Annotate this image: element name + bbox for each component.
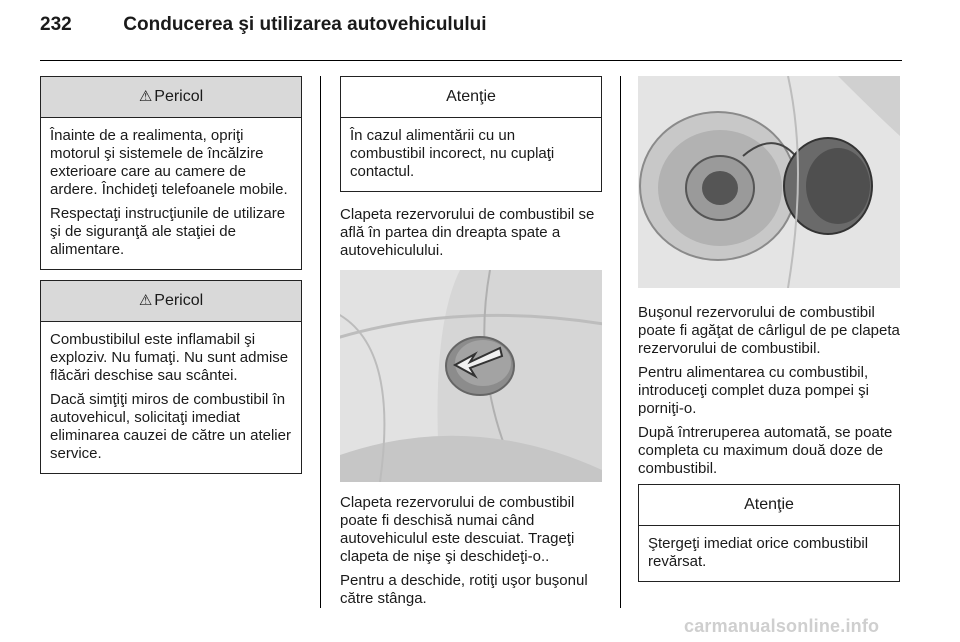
caution-box-1-text: În cazul alimentării cu un combustibil incorect, nu cuplaţi contactul.	[350, 127, 555, 180]
column-divider-1	[320, 76, 321, 608]
fuel-cap-rotate-text: Pentru a deschide, rotiţi uşor buşonul către stânga.	[340, 572, 588, 607]
fuel-flap-closed-image	[340, 270, 602, 482]
danger-box-2-title: Pericol	[154, 292, 204, 309]
fuel-flap-open-text: Clapeta rezervorului de combustibil poate fi deschisă numai când autovehiculul este descuiat. Trageţi clapeta de nişe şi deschideţi-o..	[340, 494, 575, 565]
danger-box-1	[40, 76, 302, 270]
caution-box-1-header	[341, 77, 601, 118]
column-1	[40, 76, 302, 484]
column-2	[340, 76, 602, 614]
header-rule	[40, 60, 902, 61]
caution-box-2	[638, 484, 900, 582]
watermark: carmanualsonline.info	[684, 616, 880, 636]
caution-box-1	[340, 76, 602, 192]
warning-triangle-icon: ⚠	[138, 88, 153, 105]
danger-box-1-text-1: Înainte de a realimenta, opriţi motorul şi sistemele de încălzire exterioare care au camere de ardere. Închideţi telefoanele mobile.	[50, 127, 288, 198]
refuel-nozzle-text: Pentru alimentarea cu combustibil, introduceţi complet duza pompei şi porniţi-o.	[638, 364, 869, 417]
fuel-cap-hung-image	[638, 76, 900, 288]
danger-box-2-text-1: Combustibilul este inflamabil şi exploziv. Nu fumaţi. Nu sunt admise flăcări deschise sau scântei.	[50, 331, 289, 384]
column-3	[638, 76, 900, 592]
page-number: 232	[40, 14, 72, 35]
danger-box-2-text-2: Dacă simţiţi miros de combustibil în autovehicul, solicitaţi imediat eliminarea cauzei de către un atelier service.	[50, 391, 291, 462]
danger-box-2	[40, 280, 302, 474]
danger-box-1-text-2: Respectaţi instrucţiunile de utilizare şi de siguranţă ale staţiei de alimentare.	[50, 205, 286, 258]
fuel-flap-location-text: Clapeta rezervorului de combustibil se află în partea din dreapta spate a autovehiculului.	[340, 206, 595, 259]
page-header	[40, 14, 486, 36]
danger-box-2-header	[41, 281, 301, 322]
danger-box-1-header	[41, 77, 301, 118]
page-title: Conducerea şi utilizarea autovehiculului	[123, 14, 487, 35]
caution-box-2-header	[639, 485, 899, 526]
caution-box-1-title: Atenţie	[446, 88, 496, 105]
column-divider-2	[620, 76, 621, 608]
caution-box-2-title: Atenţie	[744, 496, 794, 513]
auto-shutoff-text: După întreruperea automată, se poate completa cu maximum două doze de combustibil.	[638, 424, 893, 477]
caution-box-2-text: Ştergeţi imediat orice combustibil revărsat.	[648, 535, 869, 570]
warning-triangle-icon: ⚠	[138, 292, 153, 309]
fuel-cap-hook-text: Buşonul rezervorului de combustibil poate fi agăţat de cârligul de pe clapeta rezervorului de combustibil.	[638, 304, 900, 357]
danger-box-1-title: Pericol	[154, 88, 204, 105]
